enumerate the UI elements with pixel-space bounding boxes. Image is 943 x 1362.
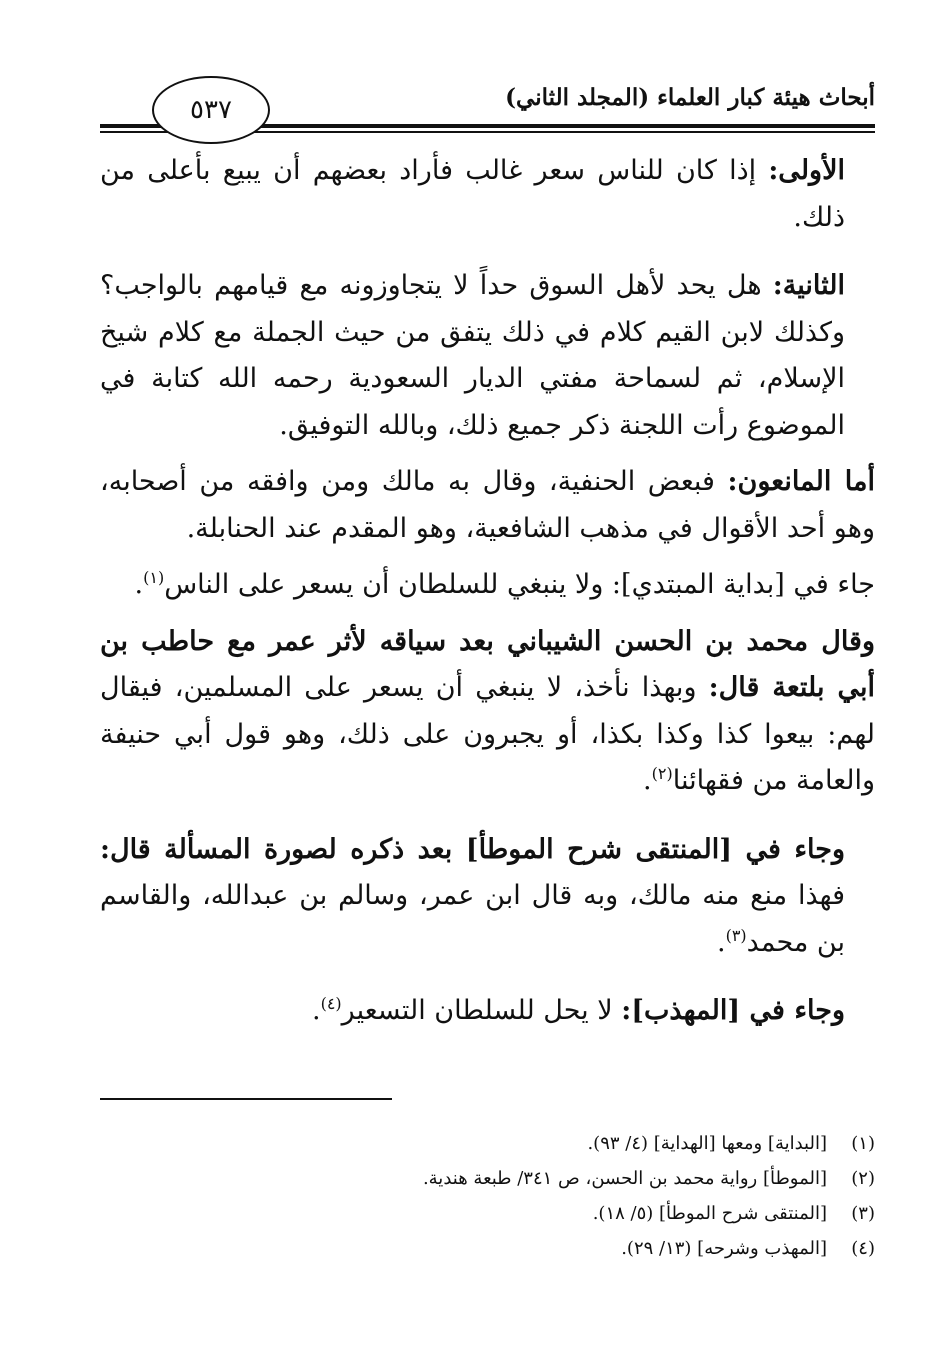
paragraph-shaybani-text: وبهذا نأخذ، لا ينبغي أن يسعر على المسلمين، فيقال لهم: بيعوا كذا وكذا بكذا، أو يجبرون على ذلك، وهو قول أبي حنيفة والعامة من فقهائنا xyxy=(100,672,875,796)
paragraph-muntaqa-end: . xyxy=(716,926,726,958)
paragraph-muhadhdhab xyxy=(100,988,875,1035)
paragraph-bidayat-end: . xyxy=(134,569,144,600)
paragraph-shaybani-end: . xyxy=(643,765,652,796)
paragraph-bidayat xyxy=(100,562,875,609)
footnote-item xyxy=(423,1231,875,1266)
footnote-number: (١) xyxy=(851,1133,875,1154)
footnote-item xyxy=(423,1126,875,1161)
page-number-oval xyxy=(152,76,270,144)
footnote-item xyxy=(423,1161,875,1196)
running-header-title: أبحاث هيئة كبار العلماء (المجلد الثاني) xyxy=(505,84,875,111)
paragraph-muntaqa xyxy=(100,827,875,967)
paragraph-opponents xyxy=(100,459,875,552)
footnote-number: (٢) xyxy=(851,1168,875,1189)
footnote-item xyxy=(423,1196,875,1231)
paragraph-shaybani xyxy=(100,619,875,805)
page-number: ٥٣٧ xyxy=(190,95,232,125)
paragraph-shaybani-lead: وقال محمد بن الحسن الشيباني بعد سياقه لأثر عمر مع حاطب بن أبي بلتعة قال: xyxy=(100,625,875,703)
footnote-ref-3[interactable]: (٣) xyxy=(725,925,747,945)
footnote-number: (٣) xyxy=(851,1203,875,1224)
footnote-ref-1[interactable]: (١) xyxy=(143,568,165,587)
footnote-number: (٤) xyxy=(851,1238,875,1259)
paragraph-muhadhdhab-lead: وجاء في [المهذب]: xyxy=(621,995,845,1026)
paragraph-first-text: إذا كان للناس سعر غالب فأراد بعضهم أن يبيع بأعلى من ذلك. xyxy=(100,155,845,233)
paragraph-first xyxy=(100,148,875,241)
paragraph-opponents-text: فبعض الحنفية، وقال به مالك ومن وافقه من أصحابه، وهو أحد الأقوال في مذهب الشافعية، وهو المقدم عند الحنابلة. xyxy=(100,466,875,544)
paragraph-opponents-lead: أما المانعون: xyxy=(727,466,875,497)
body-text xyxy=(100,148,875,1035)
footnote-text: [المهذب وشرحه] (١٣/ ٢٩). xyxy=(621,1238,827,1259)
paragraph-muhadhdhab-text: لا يحل للسلطان التسعير xyxy=(341,995,613,1026)
footnote-separator xyxy=(100,1098,392,1100)
paragraph-muhadhdhab-end: . xyxy=(311,995,321,1026)
footnote-text: [البداية] ومعها [الهداية] (٤/ ٩٣). xyxy=(587,1133,827,1154)
paragraph-bidayat-text: جاء في [بداية المبتدي]: ولا ينبغي للسلطان أن يسعر على الناس xyxy=(164,569,875,600)
paragraph-second-lead: الثانية: xyxy=(772,270,846,301)
footnote-ref-4[interactable]: (٤) xyxy=(320,994,342,1013)
paragraph-first-lead: الأولى: xyxy=(768,155,845,186)
paragraph-second-text: هل يحد لأهل السوق حداً لا يتجاوزونه مع قيامهم بالواجب؟ وكذلك لابن القيم كلام في ذلك يتفق من حيث الجملة مع كلام شيخ الإسلام، ثم لسماحة مفتي الديار السعودية رحمه الله كتابة في الموضوع رأت اللجنة ذكر جميع ذلك، وبالله التوفيق. xyxy=(100,270,845,441)
footnote-text: [الموطأ] رواية محمد بن الحسن، ص ٣٤١/ طبعة هندية. xyxy=(422,1168,827,1189)
paragraph-muntaqa-text: فهذا منع منه مالك، وبه قال ابن عمر، وسالم بن عبدالله، والقاسم بن محمد xyxy=(100,880,845,958)
paragraph-muntaqa-lead: وجاء في [المنتقى شرح الموطأ] بعد ذكره لصورة المسألة قال: xyxy=(100,833,845,865)
footnotes xyxy=(423,1126,875,1266)
footnote-ref-2[interactable]: (٢) xyxy=(651,764,673,783)
footnote-text: [المنتقى شرح الموطأ] (٥/ ١٨). xyxy=(592,1203,827,1224)
paragraph-second xyxy=(100,263,875,449)
